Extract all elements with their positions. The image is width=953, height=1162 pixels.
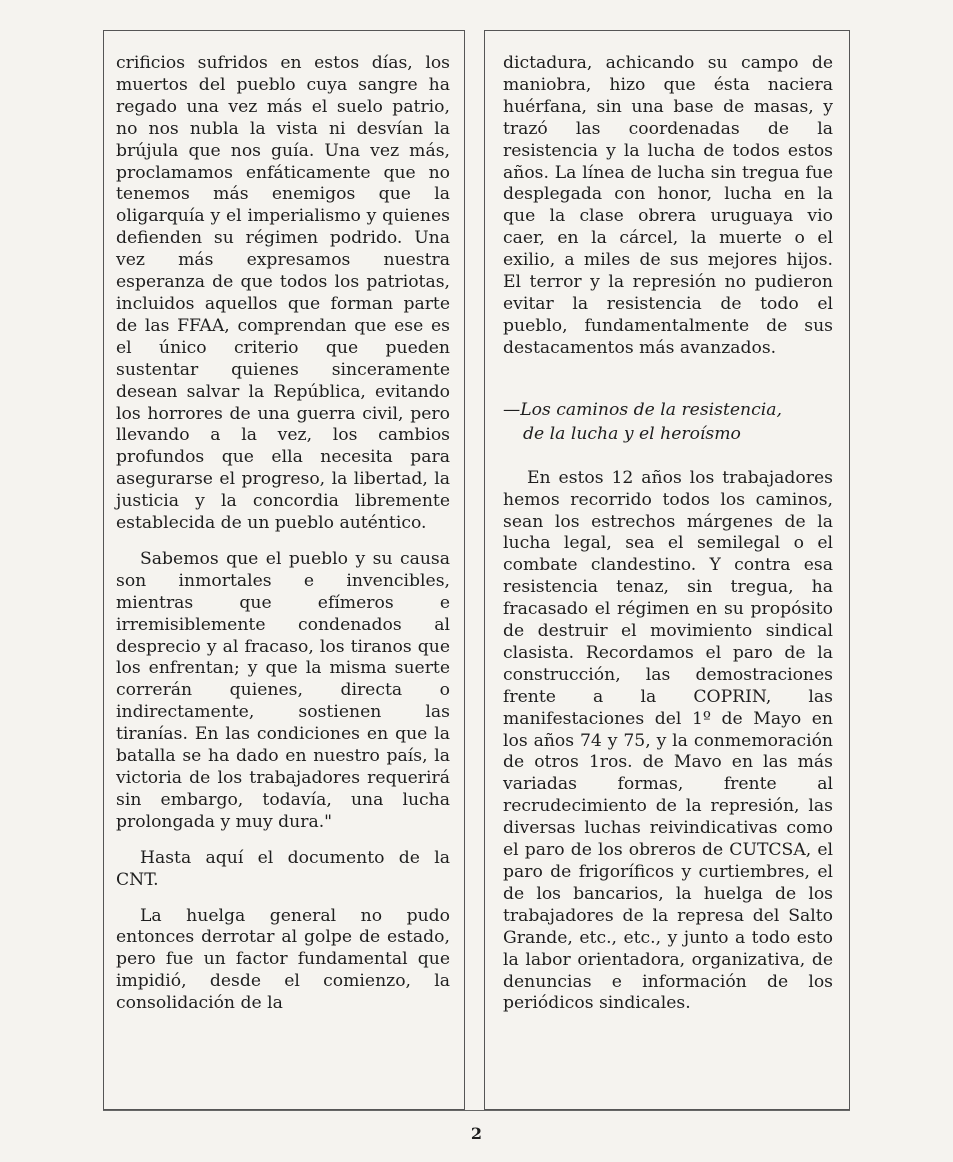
page-number: 2 — [470, 1124, 483, 1143]
bottom-rule — [103, 1110, 850, 1111]
body-paragraph: En estos 12 años los trabajadores hemos recorrido todos los caminos, sean los estrechos márgenes de la lucha legal, sea el semilegal o el combate clandestino. Y contra esa resistencia tenaz, sin tregua, ha fracasado el régimen en su propósito de destruir el movimiento sindical clasista. Recordamos el paro de la construcción, las demostraciones frente a la COPRIN, las manifestaciones del 1º de Mayo en los años 74 y 75, y la conmemoración de otros 1ros. de Mavo en las más variadas formas, frente al recrudecimiento de la represión, las diversas luchas reivindicativas como el paro de los obreros de CUTCSA, el paro de frigoríficos y curtiembres, el de los bancarios, la huelga de los trabajadores de la represa del Salto Grande, etc., etc., y junto a todo esto la labor orientadora, organizativa, de denuncias e información de los periódicos sindicales. — [503, 467, 833, 1014]
left-text-column — [103, 30, 465, 1110]
body-paragraph: crificios sufridos en estos días, los muertos del pueblo cuya sangre ha regado una vez más el suelo patrio, no nos nubla la vista ni desvían la brújula que nos guía. Una vez más, proclamamos enfáticamente que no tenemos más enemigos que la oligarquía y el imperialismo y quienes defienden su régimen podrido. Una vez más expresamos nuestra esperanza de que todos los patriotas, incluidos aquellos que forman parte de las FFAA, comprendan que ese es el único criterio que pueden sustentar quienes sinceramente desean salvar la República, evitando los horrores de una guerra civil, pero llevando a la vez, los cambios profundos que ella necesita para asegurarse el progreso, la libertad, la justicia y la concordia libremente establecida de un pueblo auténtico. — [116, 53, 450, 534]
section-subheading — [503, 398, 833, 446]
body-paragraph: Sabemos que el pueblo y su causa son inmortales e invencibles, mientras que efímeros e irremisiblemente condenados al desprecio y al fracaso, los tiranos que los enfrentan; y que la misma suerte correrán quienes, directa o indirectamente, sostienen las tiranías. En las condiciones en que la batalla se ha dado en nuestro país, la victoria de los trabajadores requerirá sin embargo, todavía, una lucha prolongada y muy dura." — [116, 548, 450, 832]
body-paragraph: Hasta aquí el documento de la CNT. — [116, 847, 450, 890]
body-paragraph: dictadura, achicando su campo de maniobra, hizo que ésta naciera huérfana, sin una base de masas, y trazó las coordenadas de la resistencia y la lucha de todos estos años. La línea de lucha sin tregua fue desplegada con honor, lucha en la que la clase obrera uruguaya vio caer, en la cárcel, la muerte o el exilio, a miles de sus mejores hijos. El terror y la represión no pudieron evitar la resistencia de todo el pueblo, fundamentalmente de sus destacamentos más avanzados. — [503, 53, 833, 358]
subheading-line: —Los caminos de la resistencia, — [503, 399, 782, 420]
right-text-column — [484, 30, 850, 1110]
subheading-line: de la lucha y el heroísmo — [523, 423, 741, 444]
body-paragraph: La huelga general no pudo entonces derrotar al golpe de estado, pero fue un factor fundamental que impidió, desde el comienzo, la consolidación de la — [116, 905, 450, 1014]
